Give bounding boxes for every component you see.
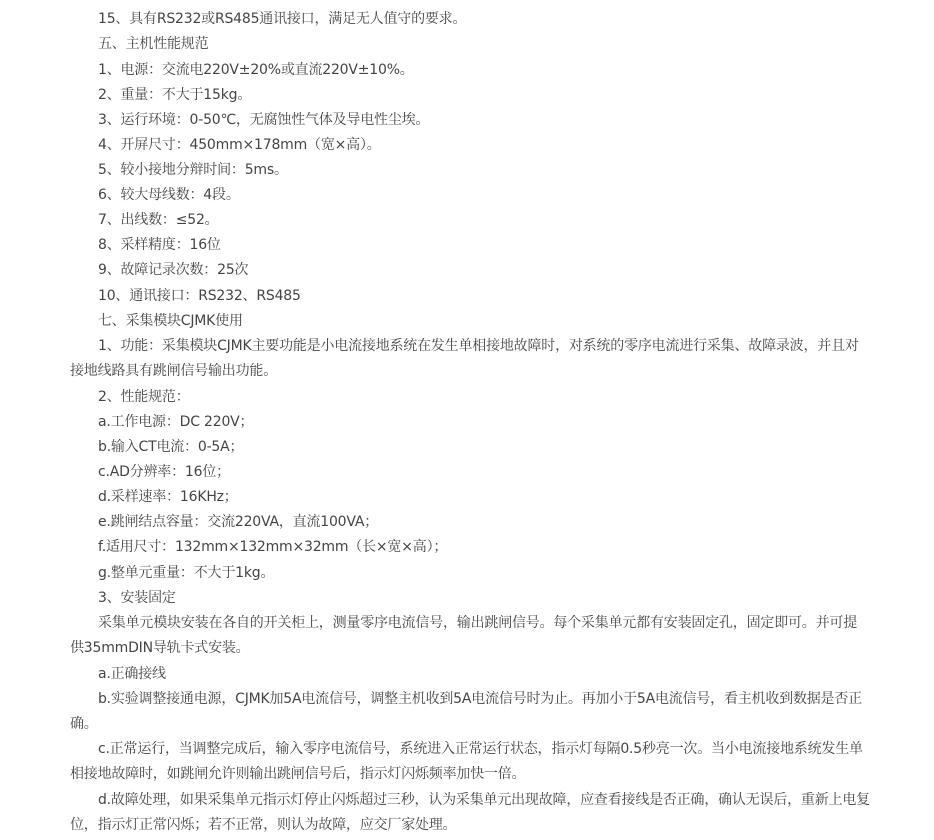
perf-sampling-rate: d.采样速率：16KHz； xyxy=(98,489,238,505)
perf-ct-current: b.输入CT电流：0-5A； xyxy=(98,439,244,455)
install-paragraph: 采集单元模块安装在各自的开关柜上，测量零序电流信号，输出跳闸信号。每个采集单元都有安装固定孔，固定即可。并可提供35mmDIN导轨卡式安装。 xyxy=(70,615,857,657)
perf-contact-capacity: e.跳闸结点容量：交流220VA，直流100VA； xyxy=(98,514,379,530)
module-function-paragraph: 1、功能：采集模块CJMK主要功能是小电流接地系统在发生单相接地故障时，对系统的零序电流进行采集、故障录波，并且对接地线路具有跳闸信号输出功能。 xyxy=(70,338,859,380)
perf-work-power: a.工作电源：DC 220V； xyxy=(98,414,254,430)
spec-power: 1、电源：交流电220V±20%或直流220V±10%。 xyxy=(98,62,414,78)
spec-environment: 3、运行环境：0-50℃，无腐蚀性气体及导电性尘埃。 xyxy=(98,112,430,128)
spec-bus-count: 6、较大母线数：4段。 xyxy=(98,187,240,203)
spec-comm-interface: 10、通讯接口：RS232、RS485 xyxy=(98,288,301,304)
spec-weight: 2、重量：不大于15kg。 xyxy=(98,87,252,103)
section-heading-7: 七、采集模块CJMK使用 xyxy=(98,313,243,329)
normal-operation-paragraph: c.正常运行，当调整完成后，输入零序电流信号，系统进入正常运行状态，指示灯每隔0.5秒亮一次。当小电流接地系统发生单相接地故障时，如跳闸允许则输出跳闸信号后，指示灯闪烁频率加快一倍。 xyxy=(70,741,863,783)
section-heading-5: 五、主机性能规范 xyxy=(98,36,209,52)
performance-heading: 2、性能规范： xyxy=(98,389,190,405)
spec-fault-records: 9、故障记录次数：25次 xyxy=(98,262,249,278)
install-heading: 3、安装固定 xyxy=(98,590,176,606)
item-15-comm-interface: 15、具有RS232或RS485通讯接口，满足无人值守的要求。 xyxy=(98,11,467,27)
perf-unit-weight: g.整单元重量：不大于1kg。 xyxy=(98,565,275,581)
perf-ad-resolution: c.AD分辨率：16位； xyxy=(98,464,230,480)
spec-outlet-count: 7、出线数：≤52。 xyxy=(98,212,219,228)
fault-handling-paragraph: d.故障处理，如果采集单元指示灯停止闪烁超过三秒，认为采集单元出现故障，应查看接线是否正确，确认无误后，重新上电复位，指示灯正常闪烁；若不正常，则认为故障，应交厂家处理。 xyxy=(70,792,870,834)
spec-screen-size: 4、开屏尺寸：450mm×178mm（宽×高）。 xyxy=(98,137,381,153)
adjustment-paragraph: b.实验调整接通电源，CJMK加5A电流信号，调整主机收到5A电流信号时为止。再加小于5A电流信号，看主机收到数据是否正确。 xyxy=(70,691,862,733)
perf-dimensions: f.适用尺寸：132mm×132mm×32mm（长×宽×高）； xyxy=(98,539,448,555)
wiring-step-a: a.正确接线 xyxy=(98,666,166,682)
spec-resolution-time: 5、较小接地分辩时间：5ms。 xyxy=(98,162,288,178)
spec-sampling-precision: 8、采样精度：16位 xyxy=(98,237,221,253)
